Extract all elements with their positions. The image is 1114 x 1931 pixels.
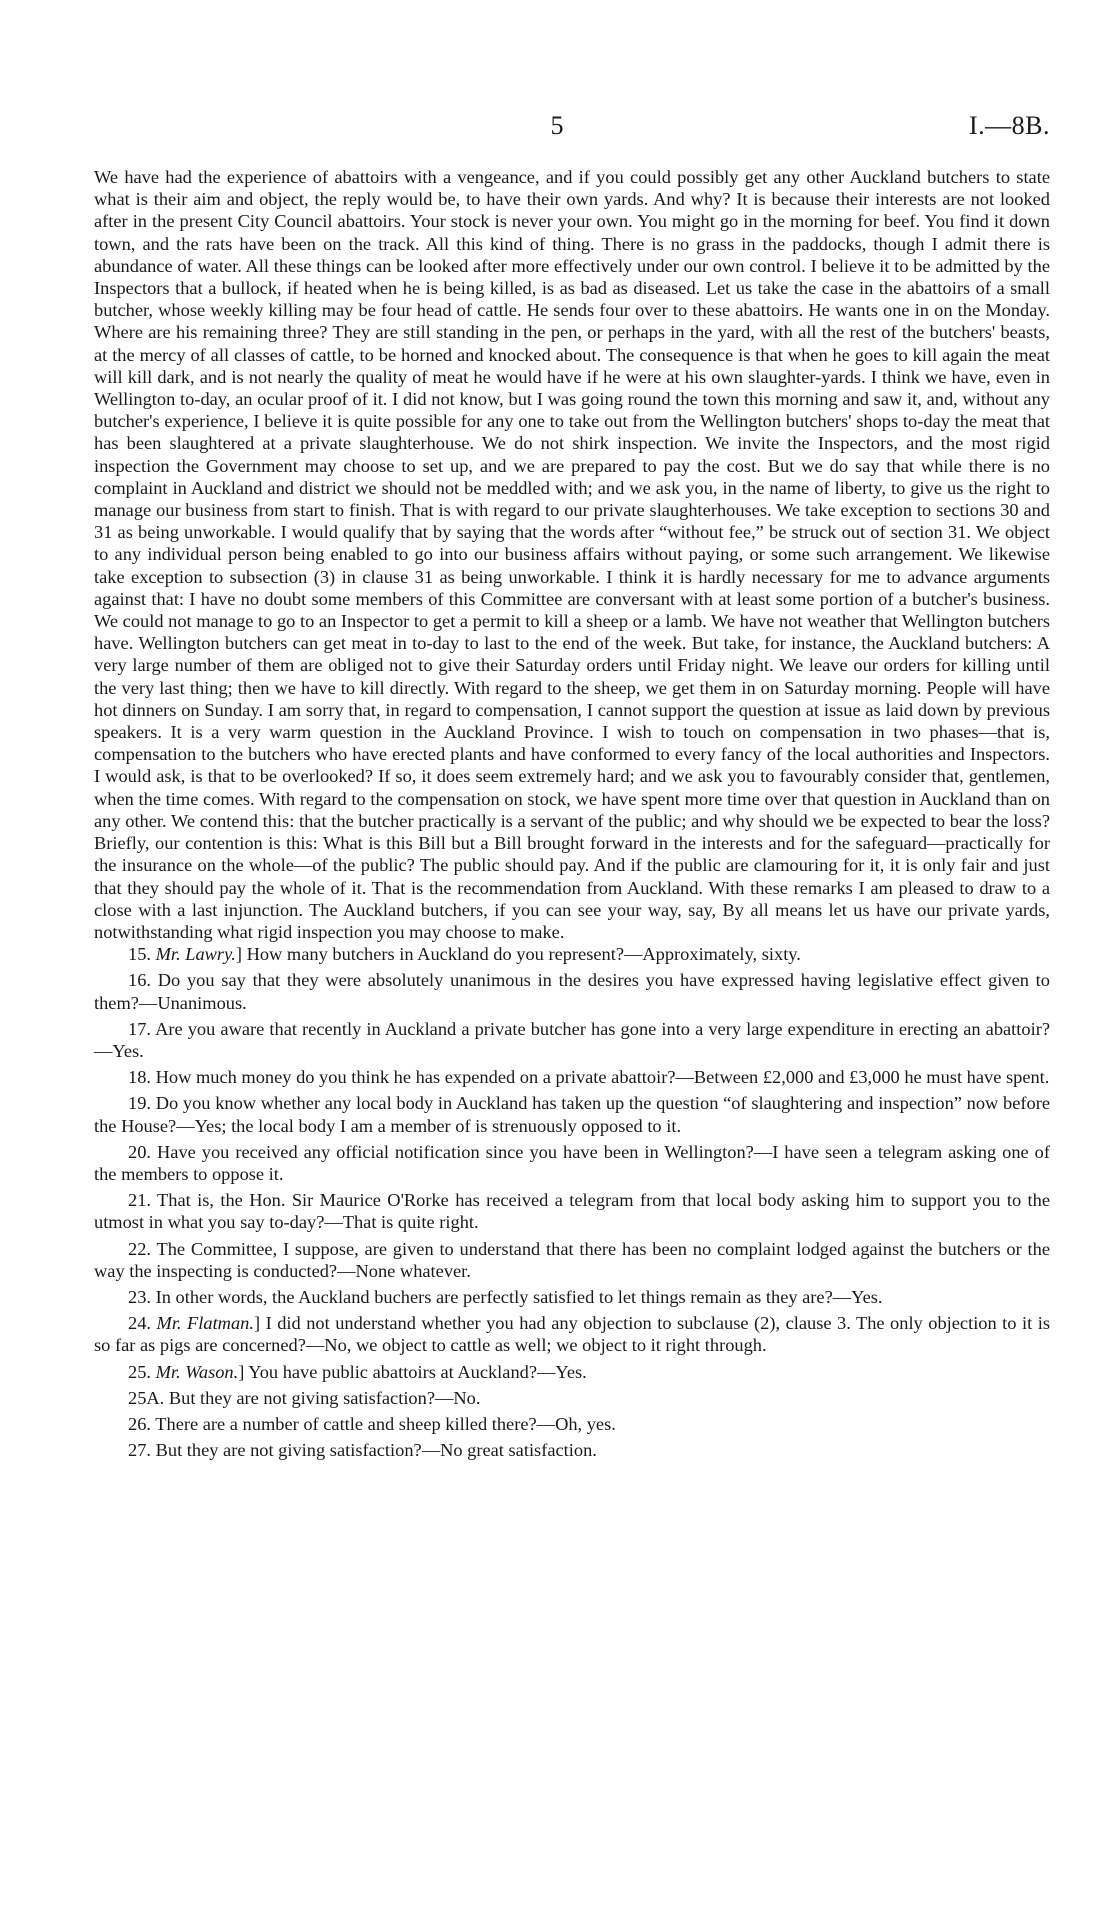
question-item: 24. Mr. Flatman.] I did not understand whether you had any objection to subclause (2), clause 3. The only objection to it is so far as pigs are concerned?—No, we object to cattle as well; we object to it right through. xyxy=(94,1313,1050,1356)
question-item xyxy=(94,1413,1050,1435)
question-text: In other words, the Auckland buchers are perfectly satisfied to let things remain as they are?—Yes. xyxy=(155,1286,883,1307)
question-number: 20. xyxy=(128,1141,151,1162)
question-item: 15. Mr. Lawry.] How many butchers in Auckland do you represent?—Approximately, sixty. xyxy=(128,944,801,965)
question-number: 22. xyxy=(128,1238,151,1259)
question-item xyxy=(94,1141,1050,1185)
question-text: Have you received any official notification since you have been in Wellington?—I have seen a telegram asking one of the members to oppose it. xyxy=(94,1141,1051,1184)
question-number: 16. xyxy=(128,970,151,991)
testimony-paragraph: We have had the experience of abattoirs with a vengeance, and if you could possibly get any other Auckland butchers to state what is their aim and object, the reply would be, to have their own yards. And why? It is because their interests are not looked after in the present City Council abattoirs. Your stock is never your own. You might go in the morning for beef. You find it down town, and the rats have been on the track. All this kind of thing. There is no grass in the paddocks, though I admit there is abundance of water. All these things can be looked after more effectively under our own control. I believe it to be admitted by the Inspectors that a bullock, if heated when he is being killed, is as bad as diseased. Let us take the case in the abattoirs of a small butcher, whose weekly killing may be four head of cattle. He sends four over to these abattoirs. He wants one in on the Monday. Where are his remaining three? They are still standing in the pen, or perhaps in the yard, with all the rest of the butchers' beasts, at the mercy of all classes of cattle, to be horned and knocked about. The consequence is that when he goes to kill again the meat will kill dark, and is not nearly the quality of meat he would have if he were at his own slaughter-yards. I think we have, even in Wellington to-day, an ocular proof of it. I did not know, but I was going round the town this morning and saw it, and, without any butcher's experience, I believe it is quite possible for any one to take out from the Wellington butchers' shops to-day the meat that has been slaughtered at a private slaughterhouse. We do not shirk inspection. We invite the Inspectors, and the most rigid inspection the Government may choose to set up, and we are prepared to pay the cost. But we do say that while there is no complaint in Auckland and district we should not be meddled with; and we ask you, in the name of liberty, to give us the right to manage our business from start to finish. That is with regard to our private slaughterhouses. We take exception to sections 30 and 31 as being unworkable. I would qualify that by saying that the words after “without fee,” be struck out of section 31. We object to any individual person being enabled to go into our business affairs without paying, or some such arrangement. We likewise take exception to subsection (3) in clause 31 as being unworkable. I think it is hardly necessary for me to advance arguments against that: I have no doubt some members of this Committee are conversant with at least some portion of a butcher's business. We could not manage to go to an Inspector to get a permit to kill a sheep or a lamb. We have not weather that Wellington butchers have. Wellington butchers can get meat in to-day to last to the end of the week. But take, for instance, the Auckland butchers: A very large number of them are obliged not to give their Saturday orders until Friday night. We leave our orders for killing until the very last thing; then we have to kill directly. With regard to the sheep, we get them in on Saturday morning. People will have hot dinners on Sunday. I am sorry that, in regard to compensation, I cannot support the question at issue as laid down by previous speakers. It is a very warm question in the Auckland Province. I wish to touch on compensation in two phases—that is, compensation to the butchers who have erected plants and have conformed to every fancy of the local authorities and Inspectors. I would ask, is that to be overlooked? If so, it does seem extremely hard; and we ask you to favourably consider that, gentlemen, when the time comes. With regard to the compensation on stock, we have spent more time over that question in Auckland than on any other. We contend this: that the butcher practically is a servant of the public; and why should we be expected to bear the loss? Briefly, our contention is this: What is this Bill but a Bill brought forward in the interests and for the safeguard—practically for the insurance on the whole—of the public? The public should pay. And if the public are clamouring for it, it is only fair and just that they should pay the whole of it. That is the recommendation from Auckland. With these remarks I am pleased to draw to a close with a last injunction. The Auckland butchers, if you can see your way, say, By all means let us have our private yards, notwithstanding what rigid inspection you may choose to make. xyxy=(94,167,1050,942)
question-text: But they are not giving satisfaction?—No. xyxy=(168,1387,481,1408)
question-number: 25A. xyxy=(128,1387,165,1408)
question-number: 25. xyxy=(128,1361,151,1382)
question-text: That is, the Hon. Sir Maurice O'Rorke has received a telegram from that local body asking him to support you to the utmost in what you say to-day?—That is quite right. xyxy=(94,1190,1051,1233)
question-text: Are you aware that recently in Auckland a private butcher has gone into a very large expenditure in erecting an abattoir?—Yes. xyxy=(94,1018,1050,1061)
question-item xyxy=(94,1286,1050,1308)
question-text: How many butchers in Auckland do you represent?—Approximately, sixty. xyxy=(246,944,801,965)
question-number: 21. xyxy=(128,1190,151,1211)
question-item xyxy=(94,1066,1050,1088)
question-item xyxy=(94,969,1050,1013)
page-number: 5 xyxy=(550,111,564,140)
question-number: 18. xyxy=(128,1067,151,1088)
question-number: 19. xyxy=(128,1093,151,1114)
speaker-name: Mr. Wason. xyxy=(155,1361,239,1382)
question-answer-list xyxy=(94,943,1050,1461)
question-text: How much money do you think he has expended on a private abattoir?—Between £2,000 and £3,000 he must have spent. xyxy=(155,1067,1050,1088)
question-item xyxy=(94,1189,1050,1233)
speaker-name: Mr. Lawry. xyxy=(155,944,236,965)
question-text: Do you know whether any local body in Auckland has taken up the question “of slaughtering and inspection” now before the House?—Yes; the local body I am a member of is strenuously opposed to it. xyxy=(94,1093,1050,1136)
speaker-name: Mr. Flatman. xyxy=(156,1313,254,1334)
question-item xyxy=(94,1387,1050,1409)
question-text: I did not understand whether you had any objection to subclause (2), clause 3. The only objection to it is so far as pigs are concerned?—No, we object to cattle as well; we object to it right through. xyxy=(94,1313,1050,1356)
question-item xyxy=(94,1238,1050,1282)
question-number: 15. xyxy=(128,944,151,965)
question-item: 25. Mr. Wason.] You have public abattoirs at Auckland?—Yes. xyxy=(128,1361,587,1382)
document-body xyxy=(94,166,1050,1461)
question-text: There are a number of cattle and sheep killed there?—Oh, yes. xyxy=(155,1413,616,1434)
question-text: But they are not giving satisfaction?—No great satisfaction. xyxy=(155,1440,597,1461)
question-item xyxy=(94,1018,1050,1062)
page-header xyxy=(0,108,1114,144)
question-number: 23. xyxy=(128,1286,151,1307)
question-number: 26. xyxy=(128,1413,151,1434)
question-number: 24. xyxy=(128,1313,151,1334)
document-reference: I.—8B. xyxy=(969,111,1050,140)
question-number: 17. xyxy=(128,1018,151,1039)
question-text: Do you say that they were absolutely unanimous in the desires you have expressed having legislative effect given to them?—Unanimous. xyxy=(94,970,1050,1013)
question-item xyxy=(94,1439,1050,1461)
question-number: 27. xyxy=(128,1440,151,1461)
question-text: The Committee, I suppose, are given to understand that there has been no complaint lodged against the butchers or the way the inspecting is conducted?—None whatever. xyxy=(94,1238,1050,1281)
question-item xyxy=(94,1092,1050,1136)
question-text: You have public abattoirs at Auckland?—Yes. xyxy=(248,1361,587,1382)
